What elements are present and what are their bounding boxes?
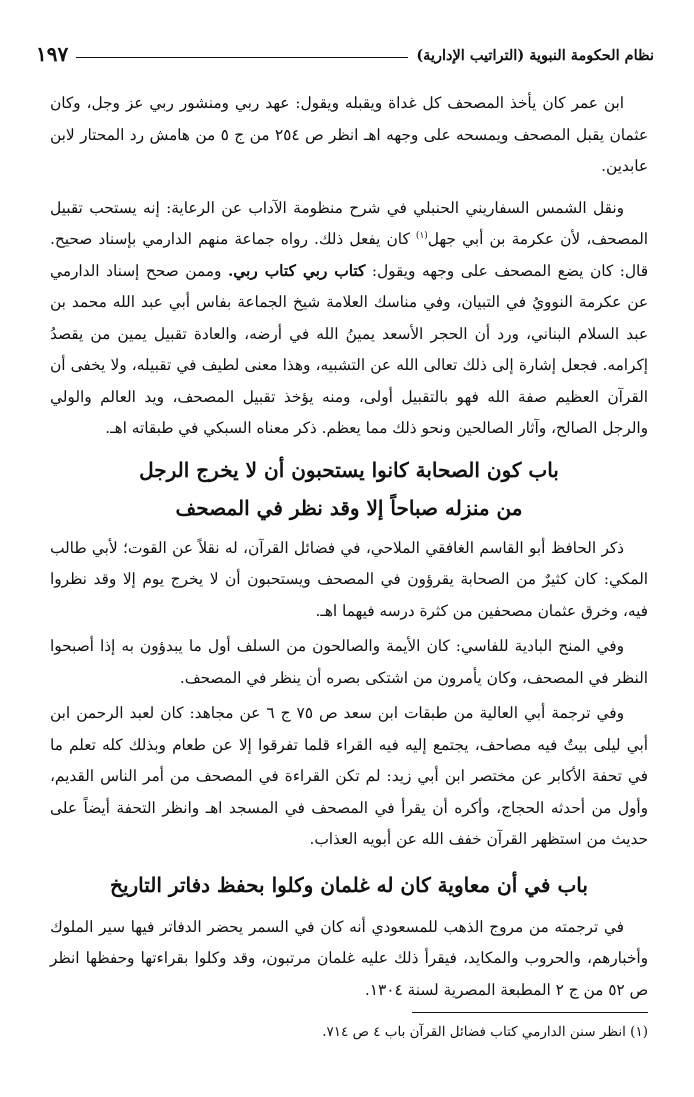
running-title: نظام الحكومة النبوية (التراتيب الإدارية) [416,47,654,64]
header-rule [76,57,408,58]
paragraph-text: ونقل الشمس السفاريني الحنبلي في شرح منظومة الآداب عن الرعاية: إنه يستحب تقبيل المصحف، لأن عكرمة بن أبي جهل [50,198,648,248]
paragraph-masudi: في ترجمته من مروج الذهب للمسعودي أنه كان في السمر يحضر الدفاتر فيها سير الملوك وأخبارهم، والحروب والمكايد، فيقرأ ذلك عليه غلمان مرتبون، وقد وكلوا بقراءتها وحفظها انظر ص ٥٢ من ج ٢ المطبعة المصرية لسنة ١٣٠٤. [50,917,648,999]
paragraph-minah: وفي المنح البادية للفاسي: كان الأيمة والصالحون من السلف أول ما يبدؤون به إذا أصبحوا النظر في المصحف، وكان يأمرون من اشتكى بصره أن ينظر في المصحف. [50,637,648,687]
section-heading-2: باب في أن معاوية كان له غلمان وكلوا بحفظ دفاتر التاريخ [110,872,588,897]
paragraph-safarini [50,193,648,445]
section-heading-1 [50,451,648,527]
paragraph-text: كان يفعل ذلك. رواه جماعة منهم الدارمي بإسناد صحيح. قال: كان يضع المصحف على وجهه ويقول: [50,230,649,280]
page-number: ١٩٧ [36,42,69,66]
quoted-phrase: كتاب ربي كتاب ربي. [227,261,366,280]
paragraph-text: وممن صحح إسناد الدارمي عن عكرمة النوويُ في التبيان، وفي مناسك العلامة شيخ الجماعة بفاس أبي عبد الله محمد بن عبد السلام البناني، ورد أن الحجر الأسعد يمينُ الله في أرضه، والعادة تقبيل يمين من يقصدُ إكرامه. فجعل إشارة إلى ذلك تعالى الله عن التشبيه، وهذا معنى لطيف في تقبيله، ولا يخفى أن القرآن العظيم صفة الله فهو بالتقبيل أولى، ومنه يؤخذ تقبيل المصحف، ويد العالم والولي والرجل الصالح، وآثار الصالحين ونحو ذلك مما يعظم. ذكر معناه السبكي في طبقاته اهـ. [50,261,648,437]
running-header [36,28,654,64]
heading-line: باب كون الصحابة كانوا يستحبون أن لا يخرج الرجل [139,457,559,482]
paragraph-ghafiqi: ذكر الحافظ أبو القاسم الغافقي الملاحي، في فضائل القرآن، له نقلاً عن القوت؛ لأبي طالب المكي: كان كثيرٌ من الصحابة يقرؤون في المصحف ويستحبون أن لا يخرج يوم إلا وقد نظروا فيه، وخرق عثمان مصحفين من كثرة درسه فيهما اهـ. [50,538,648,620]
page-body [50,88,648,1010]
heading-line: من منزله صباحاً إلا وقد نظر في المصحف [175,495,523,520]
paragraph-ibn-umar: ابن عمر كان يأخذ المصحف كل غداة ويقبله ويقول: عهد ربي ومنشور ربي عز وجل، وكان عثمان يقبل المصحف ويمسحه على وجهه اهـ انظر ص ٢٥٤ من ج ٥ من هامش رد المحتار لابن عابدين. [50,94,648,175]
footnote-rule [412,1012,648,1013]
paragraph-abul-aliya: وفي ترجمة أبي العالية من طبقات ابن سعد ص ٧٥ ج ٦ عن مجاهد: كان لعبد الرحمن ابن أبي ليلى بيتٌ فيه مصاحف، يجتمع إليه فيه القراء قلما تفرقوا إلا عن طعام وبذلك كله تعلم ما في تحفة الأكابر عن مختصر ابن أبي زيد: لم تكن القراءة في المصحف من أمر الناس القديم، وأول من أحدثه الحجاج، وأكره أن يقرأ في المصحف في المسجد اهـ وانظر التحفة أيضاً على حديث من استظهر القرآن خفف الله عن أبويه العذاب. [50,704,648,848]
footnote: (١) انظر سنن الدارمي كتاب فضائل القرآن باب ٤ ص ٧١٤. [322,1024,648,1040]
footnote-ref: (١) [415,230,428,241]
